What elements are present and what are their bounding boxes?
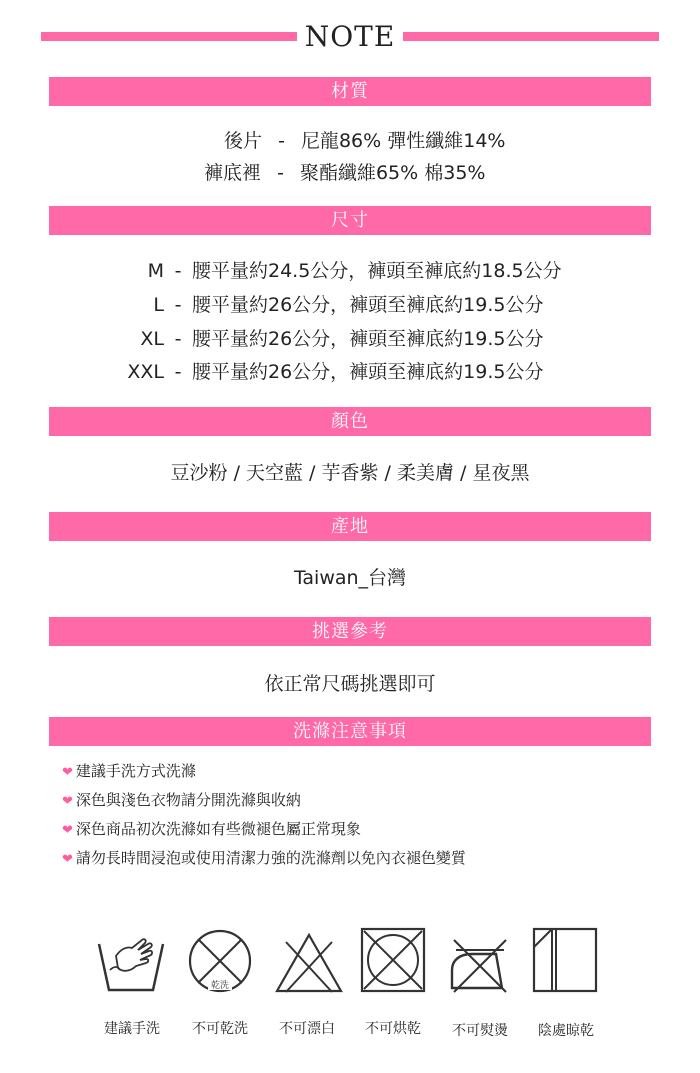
no-bleach-icon <box>274 932 344 994</box>
size-desc: 腰平量約26公分，褲頭至褲底約19.5公分 <box>192 328 544 350</box>
size-code: M <box>147 260 164 282</box>
material-part: 褲底裡 <box>204 162 262 184</box>
size-row <box>120 258 562 284</box>
size-desc: 腰平量約26公分，褲頭至褲底約19.5公分 <box>192 294 544 316</box>
size-sep: - <box>174 361 182 383</box>
size-code: XXL <box>127 361 164 383</box>
color-value: 豆沙粉 / 天空藍 / 芋香紫 / 柔美膚 / 星夜黑 <box>170 462 530 484</box>
size-desc: 腰平量約24.5公分，褲頭至褲底約18.5公分 <box>192 260 562 282</box>
size-code: XL <box>140 328 164 350</box>
dry-in-shade-icon <box>532 927 598 993</box>
size-row <box>120 292 543 318</box>
washing-item-text: 建議手洗方式洗滌 <box>75 762 196 780</box>
origin-value: Taiwan_台灣 <box>293 567 407 589</box>
size-row <box>120 326 543 352</box>
size-row <box>120 359 543 385</box>
color-heading: 顏色 <box>49 407 651 436</box>
list-item <box>62 847 466 871</box>
dry-clean-label: 乾洗 <box>210 981 230 991</box>
washing-item-text: 深色商品初次洗滌如有些微褪色屬正常現象 <box>75 820 361 838</box>
note-title-block <box>0 20 700 54</box>
note-title: NOTE <box>304 20 396 53</box>
size-sep: - <box>174 328 182 350</box>
no-tumble-dry-icon <box>360 927 426 993</box>
fit-value: 依正常尺碼挑選即可 <box>264 673 436 695</box>
material-part: 後片 <box>224 130 263 152</box>
size-sep: - <box>174 260 182 282</box>
heart-icon: ❤ <box>62 794 73 809</box>
no-tumble-dry-label: 不可烘乾 <box>365 1021 421 1037</box>
material-sep: - <box>278 130 285 152</box>
list-item <box>62 789 301 813</box>
title-divider-right <box>403 32 659 41</box>
list-item <box>62 760 196 784</box>
size-sep: - <box>174 294 182 316</box>
material-row <box>224 128 505 154</box>
size-desc: 腰平量約26公分，褲頭至褲底約19.5公分 <box>192 361 544 383</box>
heart-icon: ❤ <box>62 765 73 780</box>
material-sep: - <box>277 162 284 184</box>
heart-icon: ❤ <box>62 852 73 867</box>
no-dry-clean-icon <box>186 927 254 995</box>
size-code: L <box>153 294 164 316</box>
fit-heading: 挑選參考 <box>49 617 651 646</box>
heart-icon: ❤ <box>62 823 73 838</box>
title-divider-left <box>41 32 297 41</box>
no-bleach-label: 不可漂白 <box>279 1021 335 1037</box>
material-value: 尼龍86% 彈性纖維14% <box>300 130 506 152</box>
dry-in-shade-label: 陰處晾乾 <box>538 1023 594 1039</box>
size-heading: 尺寸 <box>49 206 651 235</box>
hand-wash-icon <box>96 926 166 996</box>
washing-item-text: 請勿長時間浸泡或使用清潔力強的洗滌劑以免內衣褪色變質 <box>75 849 466 867</box>
washing-item-text: 深色與淺色衣物請分開洗滌與收納 <box>75 791 301 809</box>
no-dry-clean-label: 不可乾洗 <box>192 1021 248 1037</box>
origin-heading: 產地 <box>49 512 651 541</box>
washing-heading: 洗滌注意事項 <box>49 717 651 746</box>
no-iron-label: 不可熨燙 <box>452 1023 508 1039</box>
material-value: 聚酯纖維65% 棉35% <box>299 162 486 184</box>
list-item <box>62 818 361 842</box>
no-iron-icon <box>446 936 512 994</box>
material-heading: 材質 <box>49 77 651 106</box>
material-row <box>204 160 485 186</box>
hand-wash-label: 建議手洗 <box>104 1021 160 1037</box>
